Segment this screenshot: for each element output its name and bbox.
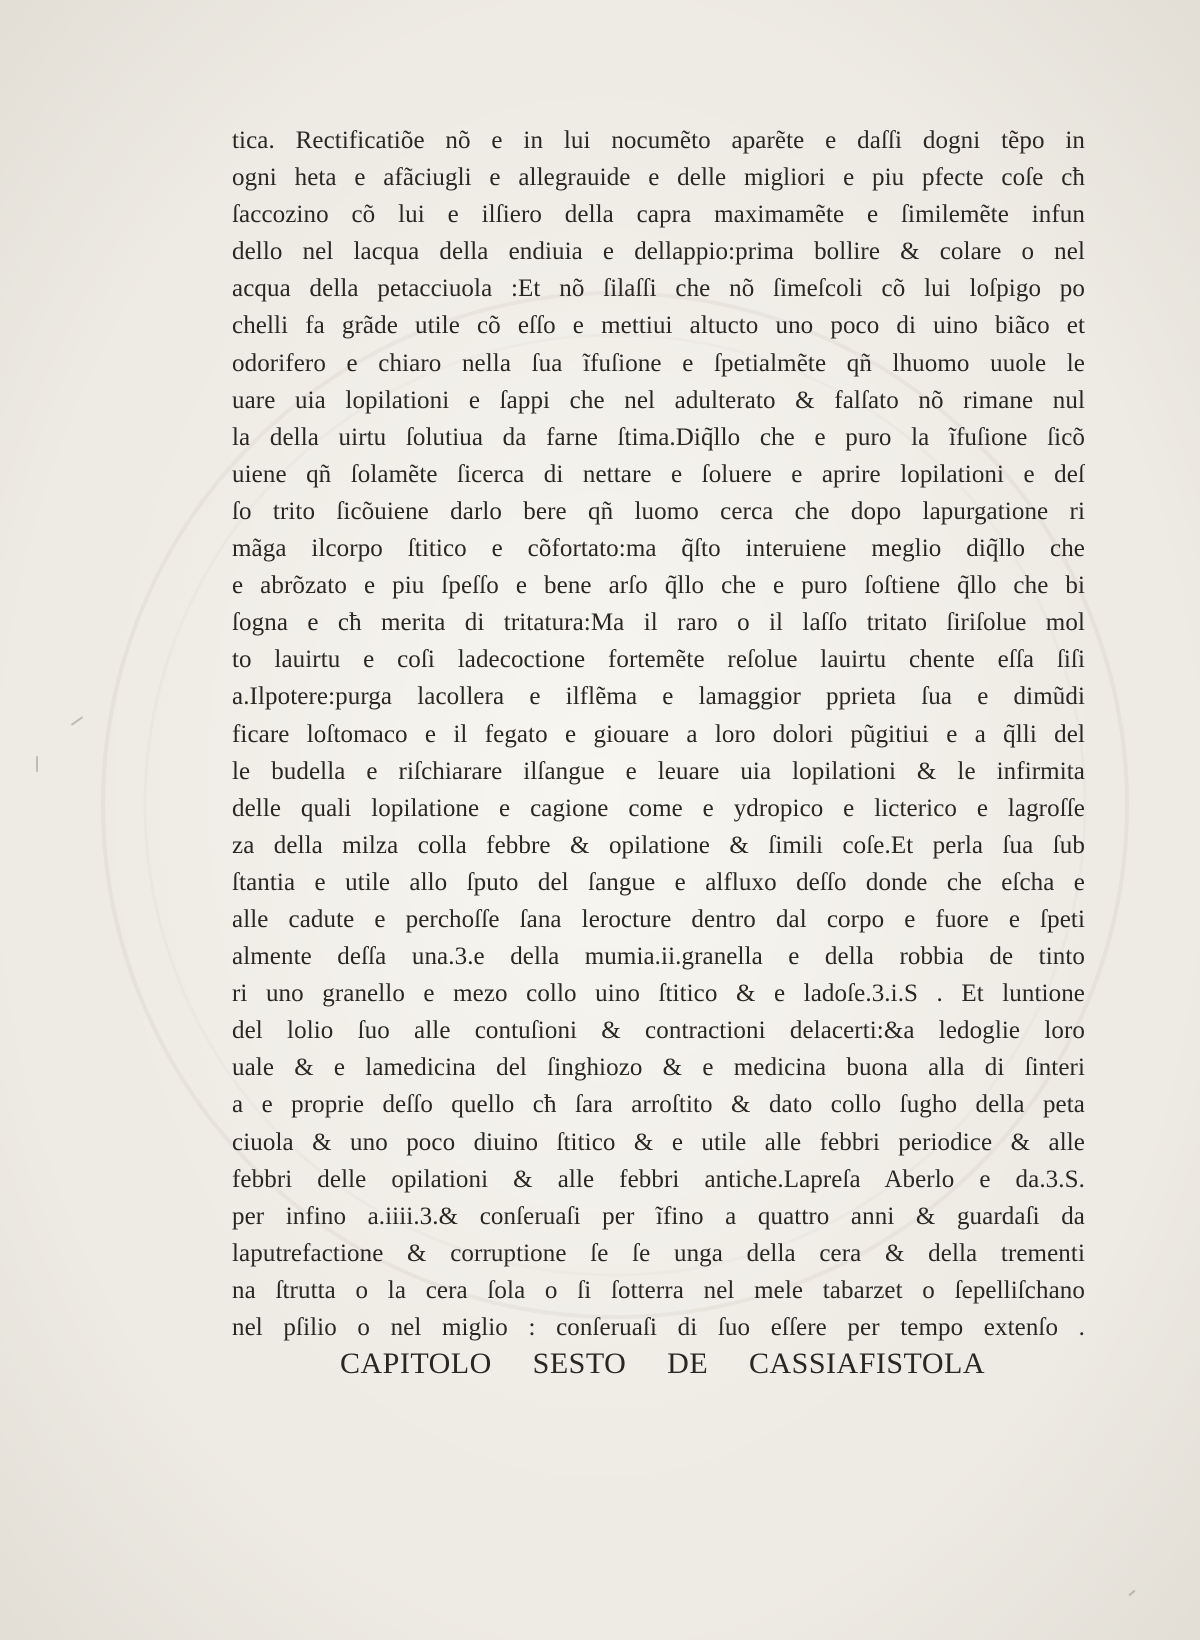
text-line: ri uno granello e mezo collo uino ſtitico & e ladoſe.3.i.S . Et luntione [232, 980, 1085, 1008]
stray-mark [36, 756, 38, 772]
text-line: odorifero e chiaro nella ſua ĩfuſione e ſpetialmẽte qñ lhuomo uuole le [232, 349, 1085, 377]
text-line: uare uia lopilationi e ſappi che nel adulterato & falſato nõ rimane nul [232, 386, 1085, 414]
text-line: acqua della petacciuola :Et nõ ſilaſſi che nõ ſimeſcoli cõ lui loſpigo po [232, 275, 1085, 303]
text-line: a.Ilpotere:purga lacollera e ilflẽma e lamaggior pprieta ſua e dimũdi [232, 683, 1085, 711]
text-line: le budella e riſchiarare ilſangue e leuare uia lopilationi & le infirmita [232, 757, 1085, 785]
chapter-heading: CAPITOLO SESTO DE CASSIAFISTOLA [340, 1347, 985, 1380]
text-line: almente deſſa una.3.e della mumia.ii.granella e della robbia de tinto [232, 943, 1085, 971]
text-line: ſo trito ſicõuiene darlo bere qñ luomo cerca che dopo lapurgatione ri [232, 497, 1085, 525]
stray-mark [1128, 1590, 1135, 1597]
text-line: per infino a.iiii.3.& conſeruaſi per ĩfino a quattro anni & guardaſi da [232, 1202, 1085, 1230]
text-line: ficare loſtomaco e il fegato e giouare a loro dolori pũgitiui e a q̃lli del [232, 720, 1085, 748]
text-line: febbri delle opilationi & alle febbri antiche.Lapreſa Aberlo e da.3.S. [232, 1165, 1085, 1193]
text-line: uiene qñ ſolamẽte ſicerca di nettare e ſoluere e aprire lopilationi e deſ [232, 460, 1085, 488]
text-line: tica. Rectificatiõe nõ e in lui nocumẽto aparẽte e daſſi dogni tẽpo in [232, 127, 1085, 154]
text-line: e abrõzato e piu ſpeſſo e bene arſo q̃llo che e puro ſoſtiene q̃llo che bi [232, 572, 1085, 600]
text-line: delle quali lopilatione e cagione come e ydropico e licterico e lagroſſe [232, 794, 1085, 822]
text-line: ciuola & uno poco diuino ſtitico & e utile alle febbri periodice & alle [232, 1128, 1085, 1156]
text-line: uale & e lamedicina del ſinghiozo & e medicina buona alla di ſinteri [232, 1054, 1085, 1082]
text-line: za della milza colla febbre & opilatione & ſimili coſe.Et perla ſua ſub [232, 831, 1085, 859]
text-line: ſogna e cħ merita di tritatura:Ma il raro o il laſſo tritato ſiriſolue mol [232, 609, 1085, 637]
text-line: ſtantia e utile allo ſputo del ſangue e alfluxo deſſo donde che eſcha e [232, 868, 1085, 896]
text-line: del lolio ſuo alle contuſioni & contractioni delacerti:&a ledoglie loro [232, 1017, 1085, 1045]
body-text [232, 122, 1085, 1346]
text-line: alle cadute e perchoſſe ſana lerocture dentro dal corpo e fuore e ſpeti [232, 905, 1085, 933]
text-line: ſaccozino cõ lui e ilſiero della capra maximamẽte e ſimilemẽte infun [232, 201, 1085, 229]
text-line: laputrefactione & corruptione ſe ſe unga della cera & della trementi [232, 1239, 1085, 1267]
text-line: ogni heta e afãciugli e allegrauide e delle migliori e piu pfecte coſe cħ [232, 164, 1085, 192]
stray-mark [71, 716, 84, 726]
text-line: mãga ilcorpo ſtitico e cõfortato:ma q̃ſto interuiene meglio diq̃llo che [232, 535, 1085, 563]
text-line: chelli fa grãde utile cõ eſſo e mettiui altucto uno poco di uino biãco et [232, 312, 1085, 340]
text-line: na ſtrutta o la cera ſola o ſi ſotterra nel mele tabarzet o ſepelliſchano [232, 1276, 1085, 1304]
text-line: la della uirtu ſolutiua da farne ſtima.Diq̃llo che e puro la ĩfuſione ſicõ [232, 423, 1085, 451]
text-line: to lauirtu e coſi ladecoctione fortemẽte reſolue lauirtu chente eſſa ſiſi [232, 646, 1085, 674]
text-line: dello nel lacqua della endiuia e dellappio:prima bollire & colare o nel [232, 238, 1085, 266]
text-line: nel pſilio o nel miglio : conſeruaſi di ſuo eſſere per tempo extenſo . [232, 1314, 1085, 1341]
text-line: a e proprie deſſo quello cħ ſara arroſtito & dato collo ſugho della peta [232, 1091, 1085, 1119]
